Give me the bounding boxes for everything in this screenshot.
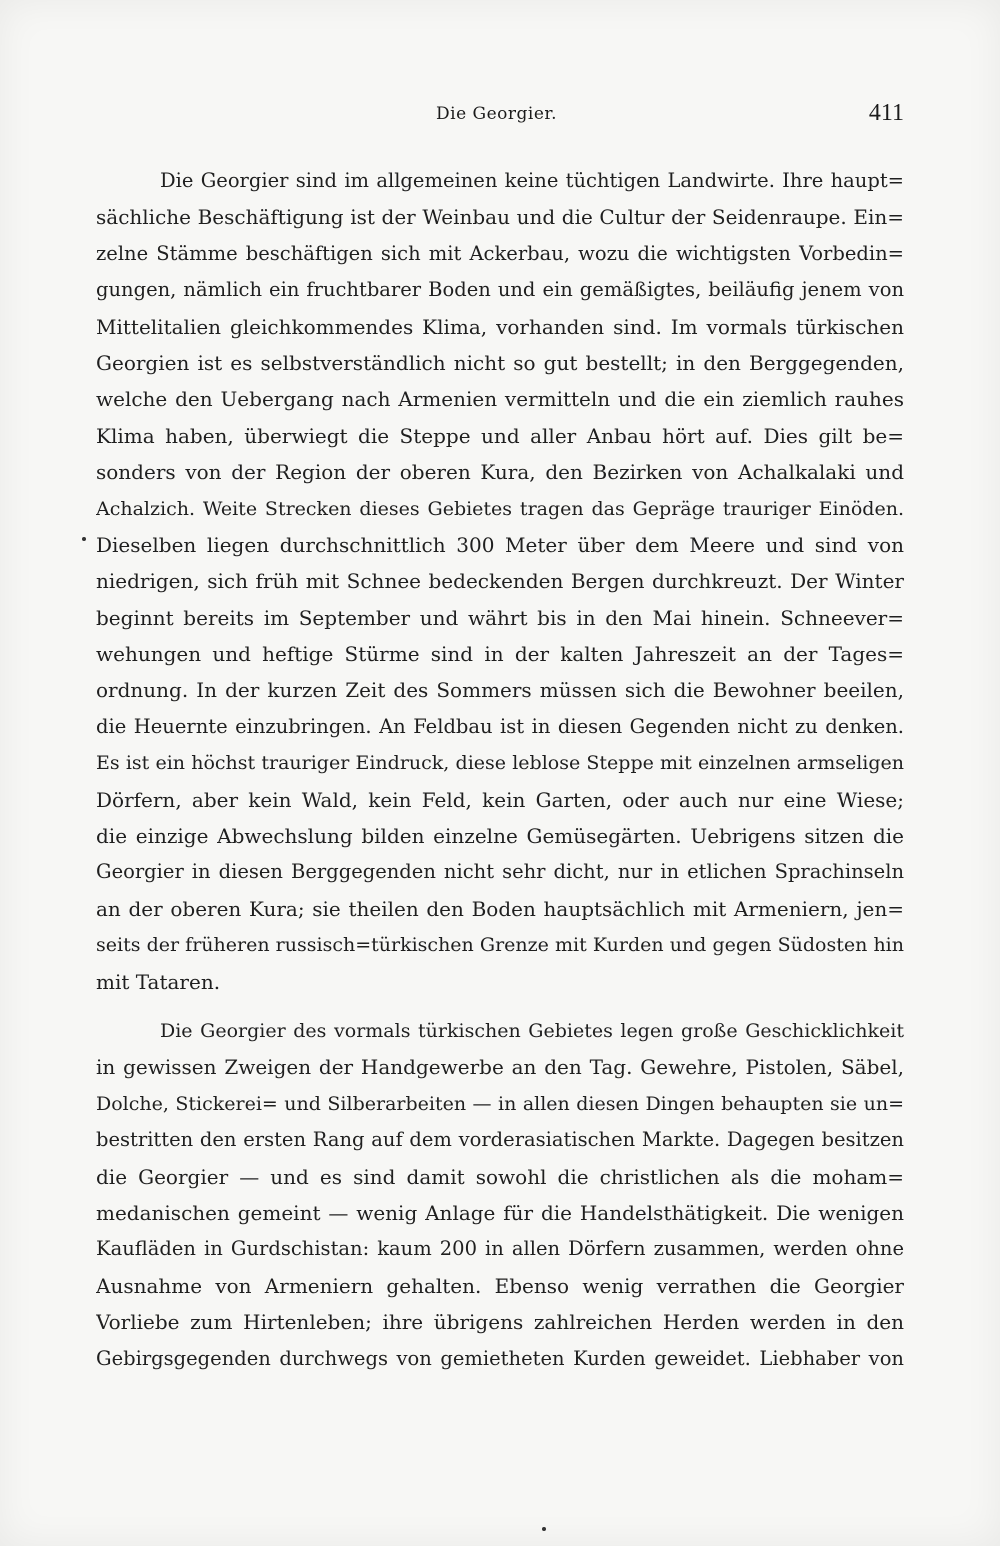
text-line: Klima haben, überwiegt die Steppe und aller Anbau hört auf. Dies gilt be= — [96, 423, 904, 448]
text-line: gungen, nämlich ein fruchtbarer Boden und ein gemäßigtes, beiläufig jenem von — [96, 278, 904, 302]
text-line: Dolche, Stickerei= und Silberarbeiten — in allen diesen Dingen behaupten sie un= — [96, 1092, 904, 1115]
text-line: medanischen gemeint — wenig Anlage für die Handelsthätigkeit. Die wenigen — [96, 1200, 904, 1225]
text-line: die Georgier — und es sind damit sowohl die christlichen als die moham= — [96, 1164, 904, 1189]
text-line: Kaufläden in Gurdschistan: kaum 200 in allen Dörfern zusammen, werden ohne — [96, 1237, 904, 1261]
paper-speck — [82, 537, 86, 541]
body-text — [96, 163, 904, 1377]
text-line: ordnung. In der kurzen Zeit des Sommers müssen sich die Bewohner beeilen, — [96, 678, 904, 703]
text-line: Mittelitalien gleichkommendes Klima, vorhanden sind. Im vormals türkischen — [96, 314, 904, 339]
text-line: Georgien ist es selbstverständlich nicht so gut bestellt; in den Berggegenden, — [96, 350, 904, 375]
page-number: 411 — [868, 100, 904, 126]
text-line: Vorliebe zum Hirtenleben; ihre übrigens zahlreichen Herden werden in den — [96, 1310, 904, 1335]
text-line: Georgier in diesen Berggegenden nicht sehr dicht, nur in etlichen Sprachinseln — [96, 860, 904, 884]
running-head — [96, 100, 904, 140]
text-line: sonders von der Region der oberen Kura, den Bezirken von Achalkalaki und — [96, 460, 904, 485]
text-line: Dieselben liegen durchschnittlich 300 Meter über dem Meere und sind von — [96, 532, 904, 557]
text-line: an der oberen Kura; sie theilen den Boden hauptsächlich mit Armeniern, jen= — [96, 896, 904, 921]
text-line: die Heuernte einzubringen. An Feldbau ist in diesen Gegenden nicht zu denken. — [96, 714, 904, 738]
text-line: in gewissen Zweigen der Handgewerbe an den Tag. Gewehre, Pistolen, Säbel, — [96, 1055, 904, 1080]
text-line: seits der früheren russisch=türkischen Grenze mit Kurden und gegen Südosten hin — [96, 934, 904, 957]
text-line: Die Georgier sind im allgemeinen keine tüchtigen Landwirte. Ihre haupt= — [160, 169, 904, 192]
paragraph-1 — [96, 163, 904, 1000]
text-line: sächliche Beschäftigung ist der Weinbau und die Cultur der Seidenraupe. Ein= — [96, 205, 904, 230]
paper-speck — [542, 1527, 546, 1531]
text-line: Dörfern, aber kein Wald, kein Feld, kein Garten, oder auch nur eine Wiese; — [96, 787, 904, 812]
text-line: zelne Stämme beschäftigen sich mit Ackerbau, wozu die wichtigsten Vorbedin= — [96, 241, 904, 265]
text-line: Ausnahme von Armeniern gehalten. Ebenso wenig verrathen die Georgier — [96, 1273, 904, 1298]
paragraph-2 — [96, 1013, 904, 1377]
text-line: bestritten den ersten Rang auf dem vorderasiatischen Markte. Dagegen besitzen — [96, 1128, 904, 1152]
text-line: Gebirgsgegenden durchwegs von gemietheten Kurden geweidet. Liebhaber von — [96, 1346, 904, 1370]
text-line: mit Tataren. — [96, 969, 221, 994]
text-line: Es ist ein höchst trauriger Eindruck, diese leblose Steppe mit einzelnen armseligen — [96, 752, 904, 775]
text-line: wehungen und heftige Stürme sind in der kalten Jahreszeit an der Tages= — [96, 642, 904, 667]
text-line: Achalzich. Weite Strecken dieses Gebietes tragen das Gepräge trauriger Einöden. — [96, 497, 904, 520]
text-line: Die Georgier des vormals türkischen Gebietes legen große Geschicklichkeit — [160, 1019, 904, 1042]
text-line: beginnt bereits im September und währt bis in den Mai hinein. Schneever= — [96, 605, 904, 630]
text-line: welche den Uebergang nach Armenien vermitteln und die ein ziemlich rauhes — [96, 387, 904, 412]
text-line: niedrigen, sich früh mit Schnee bedeckenden Bergen durchkreuzt. Der Winter — [96, 569, 904, 594]
running-title: Die Georgier. — [436, 104, 558, 124]
text-line: die einzige Abwechslung bilden einzelne Gemüsegärten. Uebrigens sitzen die — [96, 824, 904, 849]
